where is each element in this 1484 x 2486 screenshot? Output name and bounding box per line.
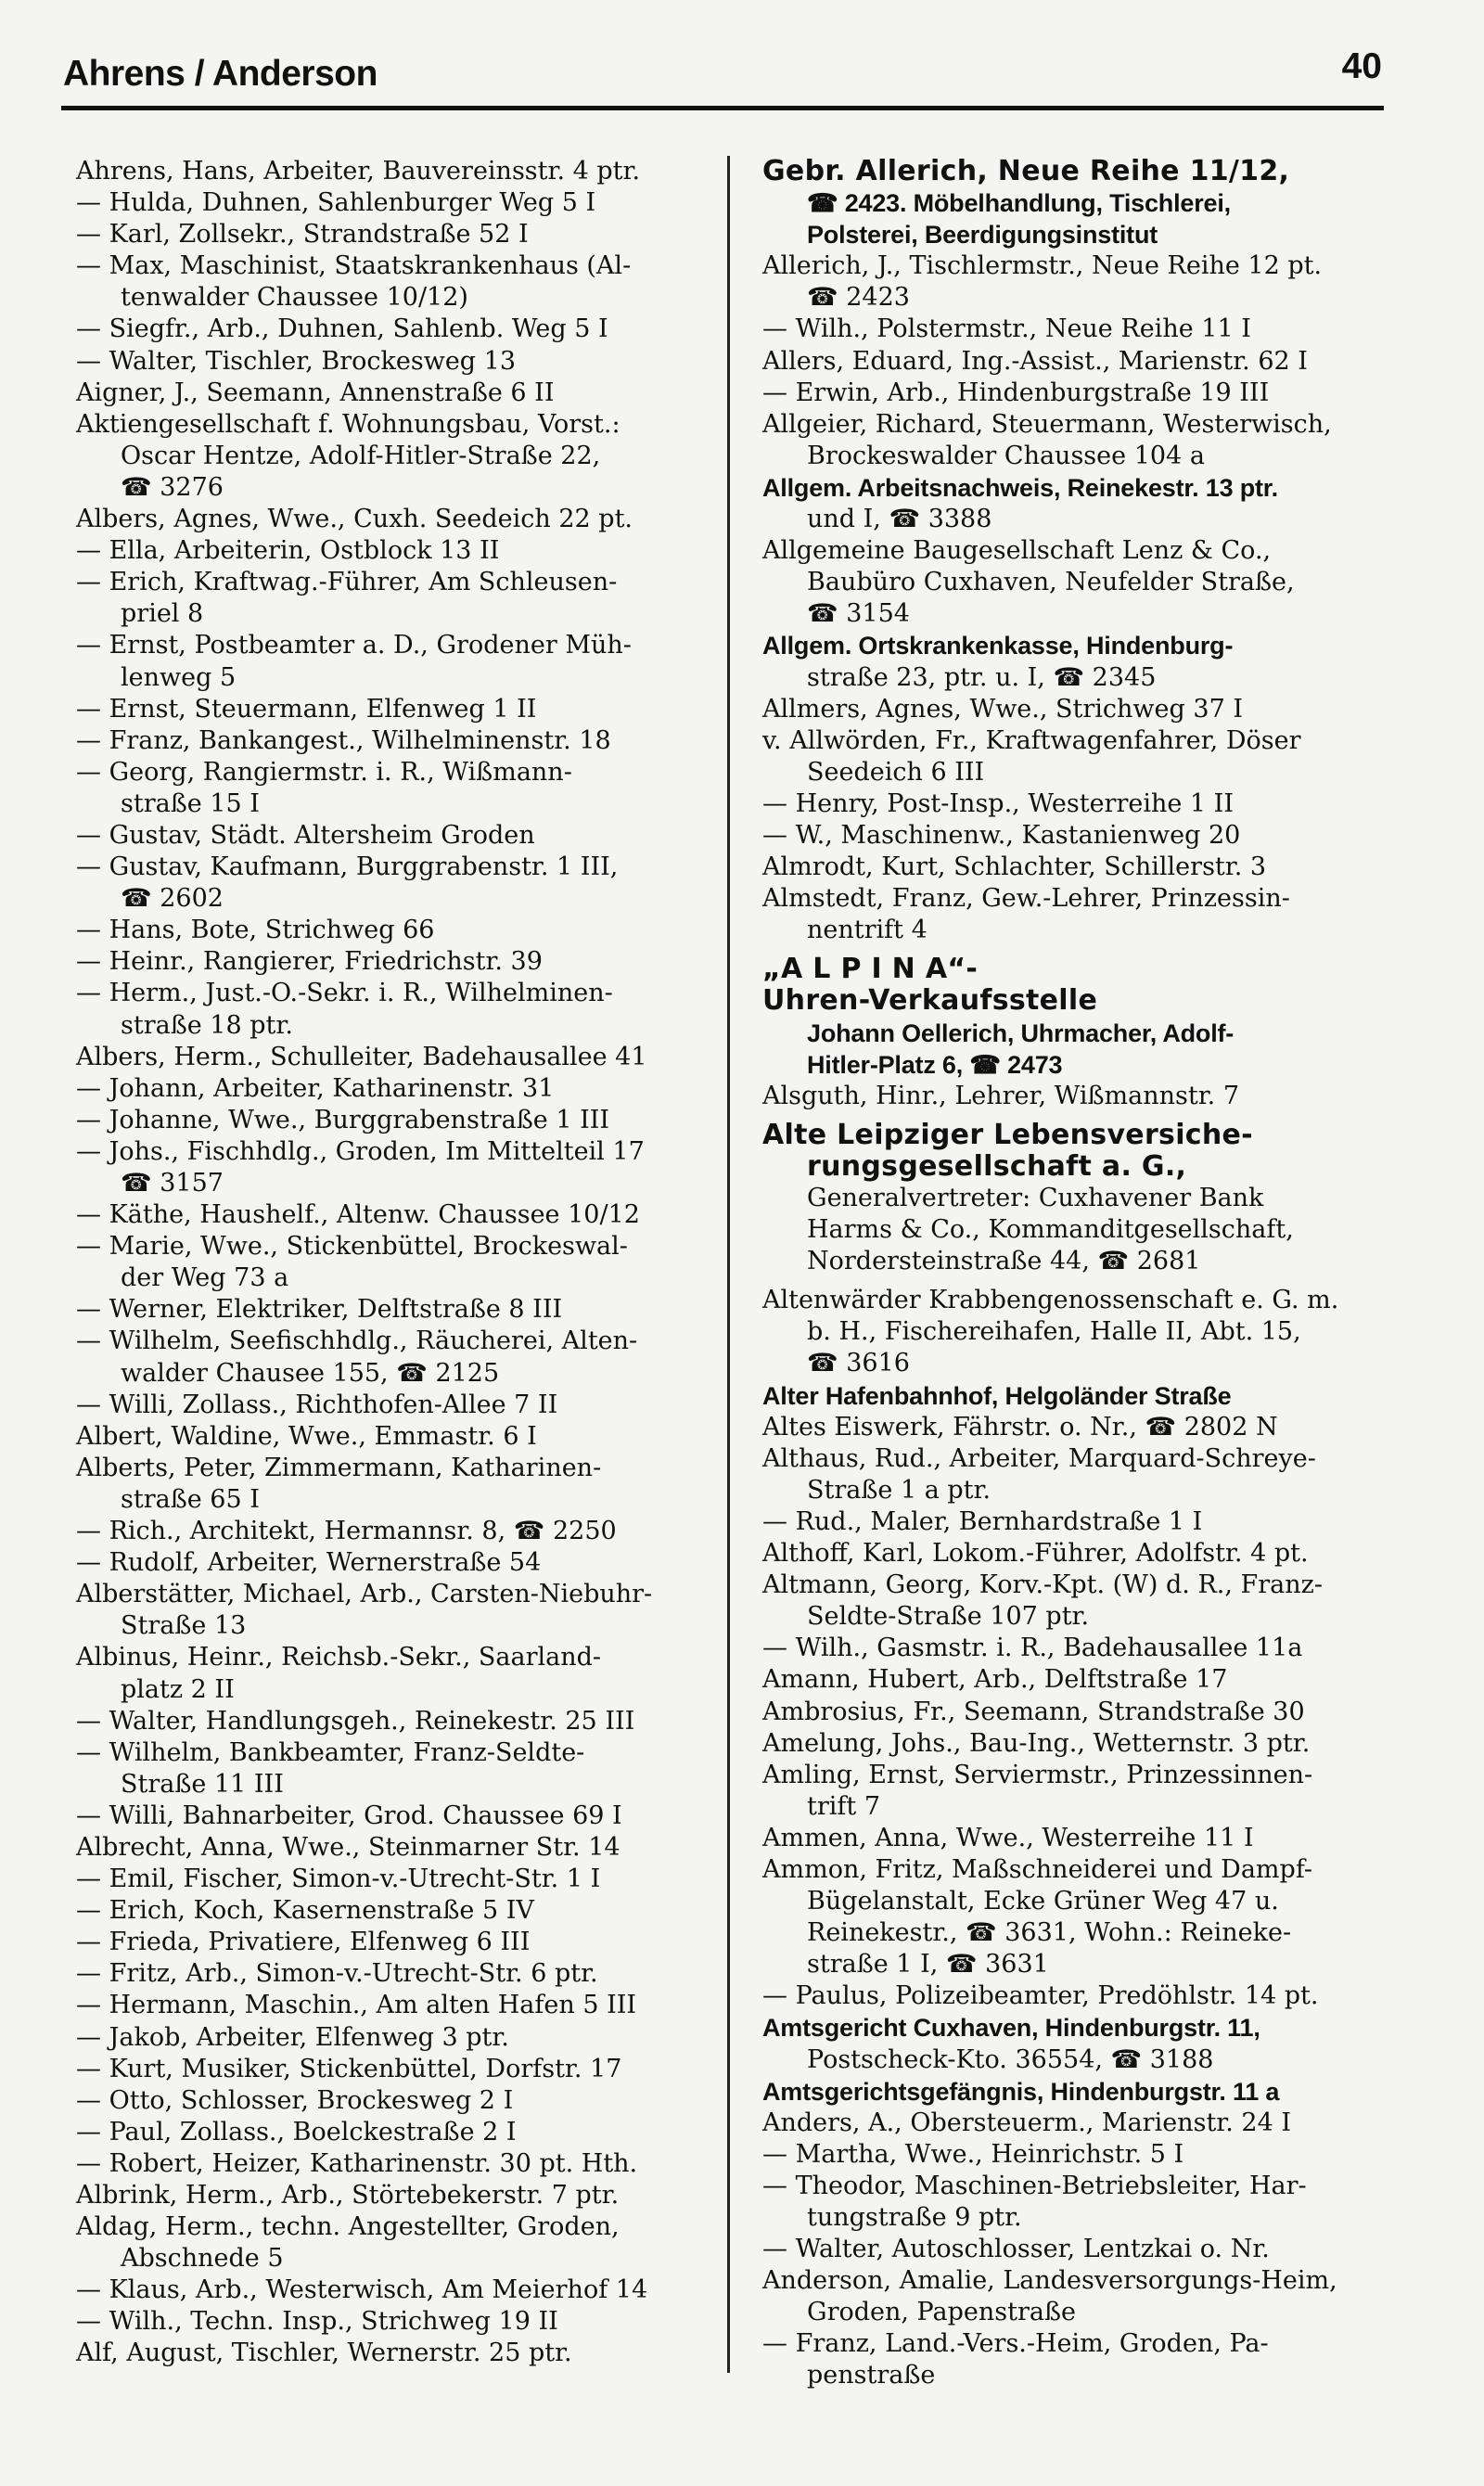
directory-entry-line: Postscheck-Kto. 36554, ☎ 3188 (807, 2044, 1214, 2074)
directory-entry-line: ☎ 3616 (807, 1349, 910, 1378)
directory-entry-line: Allers, Eduard, Ing.-Assist., Marienstr. 62 I (762, 346, 1308, 376)
directory-entry-line: — Erich, Kraftwag.-Führer, Am Schleusen- (76, 568, 618, 597)
directory-entry-line: Allgem. Arbeitsnachweis, Reinekestr. 13 ptr. (762, 473, 1278, 502)
directory-entry-line: Allerich, J., Tischlermstr., Neue Reihe 12 pt. (762, 251, 1323, 281)
directory-entry-line: Uhren-Verkaufsstelle (762, 984, 1098, 1018)
directory-entry-line: — Käthe, Haushelf., Altenw. Chaussee 10/12 (76, 1200, 640, 1230)
directory-entry-line: b. H., Fischereihafen, Halle II, Abt. 15, (807, 1317, 1301, 1347)
directory-entry-line: straße 15 I (121, 788, 260, 818)
directory-entry-line: Groden, Papenstraße (807, 2298, 1076, 2327)
directory-entry-line: ☎ 2423 (807, 283, 910, 313)
directory-entry-line: Albrink, Herm., Arb., Störtebekerstr. 7 ptr. (76, 2181, 620, 2210)
directory-entry-line: Aigner, J., Seemann, Annenstraße 6 II (76, 378, 555, 407)
directory-entry-line: Gebr. Allerich, Neue Reihe 11/12, (762, 155, 1290, 187)
directory-entry-line: Alberstätter, Michael, Arb., Carsten-Niebuhr- (76, 1580, 653, 1609)
directory-entry-line: Oscar Hentze, Adolf-Hitler-Straße 22, (121, 441, 601, 470)
directory-entry-line: Harms & Co., Kommanditgesellschaft, (807, 1215, 1294, 1245)
directory-entry-line: v. Allwörden, Fr., Kraftwagenfahrer, Döser (762, 725, 1301, 755)
directory-entry-line: — Marie, Wwe., Stickenbüttel, Brockeswal- (76, 1232, 628, 1262)
directory-entry-line: tenwalder Chaussee 10/12) (121, 283, 468, 313)
directory-entry-line: Aktiengesellschaft f. Wohnungsbau, Vorst.: (76, 409, 620, 439)
directory-entry-line: Anders, A., Obersteuerm., Marienstr. 24 I (762, 2108, 1292, 2137)
directory-entry-line: Allmers, Agnes, Wwe., Strichweg 37 I (762, 694, 1243, 724)
directory-entry-line: Altenwärder Krabbengenossenschaft e. G. m. (762, 1286, 1339, 1315)
directory-entry-line: Straße 11 III (121, 1769, 284, 1799)
directory-entry-line: penstraße (807, 2361, 936, 2390)
directory-entry-line: Altes Eiswerk, Fährstr. o. Nr., ☎ 2802 N (762, 1412, 1278, 1442)
directory-entry-line: — Fritz, Arb., Simon-v.-Utrecht-Str. 6 ptr. (76, 1959, 598, 1989)
directory-entry-line: Alf, August, Tischler, Wernerstr. 25 ptr. (76, 2339, 572, 2368)
directory-entry-line: ☎ 2423. Möbelhandlung, Tischlerei, (807, 189, 1231, 218)
directory-entry-line: — Ella, Arbeiterin, Ostblock 13 II (76, 536, 500, 566)
directory-entry-line: — Wilhelm, Seefischhdlg., Räucherei, Alten- (76, 1326, 638, 1356)
directory-entry-line: — Frieda, Privatiere, Elfenweg 6 III (76, 1928, 531, 1957)
directory-entry-line: Generalvertreter: Cuxhavener Bank (807, 1184, 1264, 1212)
directory-entry-line: ☎ 3154 (807, 599, 910, 629)
directory-entry-line: — Johann, Arbeiter, Katharinenstr. 31 (76, 1073, 555, 1103)
directory-entry-line: Amtsgericht Cuxhaven, Hindenburgstr. 11, (762, 2014, 1260, 2043)
directory-entry-line: straße 23, ptr. u. I, ☎ 2345 (807, 662, 1157, 692)
directory-entry-line: Albinus, Heinr., Reichsb.-Sekr., Saarland- (76, 1643, 602, 1672)
directory-entry-line: Alter Hafenbahnhof, Helgoländer Straße (762, 1381, 1232, 1410)
directory-entry-line: Almstedt, Franz, Gew.-Lehrer, Prinzessin- (762, 884, 1290, 914)
directory-entry-line: — Rud., Maler, Bernhardstraße 1 I (762, 1506, 1203, 1536)
directory-entry-line: rungsgesellschaft a. G., (807, 1149, 1187, 1183)
directory-entry-line: — Franz, Bankangest., Wilhelminenstr. 18 (76, 725, 611, 755)
directory-entry-line: — Franz, Land.-Vers.-Heim, Groden, Pa- (762, 2329, 1269, 2359)
directory-entry-line: — Wilhelm, Bankbeamter, Franz-Seldte- (76, 1737, 585, 1767)
directory-entry-line: — Hulda, Duhnen, Sahlenburger Weg 5 I (76, 188, 596, 218)
directory-entry-line: — Henry, Post-Insp., Westerreihe 1 II (762, 788, 1235, 818)
directory-entry-line: — Kurt, Musiker, Stickenbüttel, Dorfstr. 17 (76, 2054, 622, 2083)
column-divider (727, 156, 730, 2373)
directory-entry-line: Johann Oellerich, Uhrmacher, Adolf- (807, 1019, 1235, 1047)
directory-entry-line: Ambrosius, Fr., Seemann, Strandstraße 30 (762, 1697, 1305, 1726)
directory-entry-line: und I, ☎ 3388 (807, 505, 992, 534)
directory-entry-line: — Gustav, Städt. Altersheim Groden (76, 820, 535, 850)
directory-entry-line: — Ernst, Steuermann, Elfenweg 1 II (76, 694, 537, 724)
directory-entry-line: priel 8 (121, 599, 204, 629)
directory-entry-line: Albers, Agnes, Wwe., Cuxh. Seedeich 22 pt. (76, 505, 633, 534)
directory-entry-line: Allgemeine Baugesellschaft Lenz & Co., (762, 536, 1272, 566)
directory-entry-line: — Hermann, Maschin., Am alten Hafen 5 III (76, 1991, 637, 2020)
directory-entry-line: Anderson, Amalie, Landesversorgungs-Heim, (762, 2266, 1337, 2296)
directory-entry-line: — Rich., Architekt, Hermannsr. 8, ☎ 2250 (76, 1517, 617, 1546)
directory-entry-line: ☎ 3276 (121, 472, 224, 502)
directory-entry-line: — Paulus, Polizeibeamter, Predöhlstr. 14 pt. (762, 1981, 1319, 2011)
directory-entry-line: Albrecht, Anna, Wwe., Steinmarner Str. 14 (76, 1832, 620, 1862)
directory-entry-line: ☎ 3157 (121, 1169, 224, 1198)
directory-entry-line: Baubüro Cuxhaven, Neufelder Straße, (807, 568, 1295, 597)
directory-entry-line: — Martha, Wwe., Heinrichstr. 5 I (762, 2139, 1184, 2169)
directory-entry-line: Ammen, Anna, Wwe., Westerreihe 11 I (762, 1823, 1254, 1852)
directory-entry-line: Brockeswalder Chaussee 104 a (807, 441, 1205, 470)
directory-entry-line: — Otto, Schlosser, Brockesweg 2 I (76, 2085, 514, 2115)
page-number: 40 (1341, 46, 1382, 86)
directory-entry-line: platz 2 II (121, 1674, 235, 1704)
directory-entry-line: Seldte-Straße 107 ptr. (807, 1602, 1090, 1632)
directory-entry-line: — Siegfr., Arb., Duhnen, Sahlenb. Weg 5 I (76, 314, 608, 344)
directory-entry-line: straße 18 ptr. (121, 1010, 293, 1040)
directory-entry-line: Hitler-Platz 6, ☎ 2473 (807, 1050, 1063, 1079)
directory-entry-line: — Rudolf, Arbeiter, Wernerstraße 54 (76, 1548, 542, 1578)
directory-entry-line: — Klaus, Arb., Westerwisch, Am Meierhof 14 (76, 2275, 648, 2305)
directory-entry-line: Amann, Hubert, Arb., Delftstraße 17 (762, 1665, 1228, 1695)
directory-entry-line: Reinekestr., ☎ 3631, Wohn.: Reineke- (807, 1918, 1292, 1948)
directory-entry-line: Seedeich 6 III (807, 757, 985, 787)
directory-entry-line: — Walter, Tischler, Brockesweg 13 (76, 346, 517, 376)
directory-entry-line: — Emil, Fischer, Simon-v.-Utrecht-Str. 1 I (76, 1864, 601, 1894)
left-column (76, 156, 716, 2370)
directory-entry-line: Althoff, Karl, Lokom.-Führer, Adolfstr. 4 pt. (762, 1539, 1309, 1569)
directory-entry-line: Allgem. Ortskrankenkasse, Hindenburg- (762, 632, 1234, 660)
running-header-title: Ahrens / Anderson (63, 54, 377, 94)
directory-entry-line: — W., Maschinenw., Kastanienweg 20 (762, 820, 1241, 850)
directory-entry-line: tungstraße 9 ptr. (807, 2203, 1022, 2232)
directory-entry-line: — Johanne, Wwe., Burggrabenstraße 1 III (76, 1105, 610, 1134)
directory-entry-line: — Wilh., Gasmstr. i. R., Badehausallee 11a (762, 1634, 1303, 1663)
header-rule (61, 106, 1384, 110)
directory-entry-line: straße 1 I, ☎ 3631 (807, 1950, 1049, 1980)
directory-entry-line: — Ernst, Postbeamter a. D., Grodener Müh- (76, 631, 632, 660)
directory-entry-line: — Walter, Handlungsgeh., Reinekestr. 25 III (76, 1706, 635, 1736)
directory-entry-line: der Weg 73 a (121, 1263, 289, 1293)
directory-entry-line: Nordersteinstraße 44, ☎ 2681 (807, 1247, 1201, 1276)
directory-entry-line: Alsguth, Hinr., Lehrer, Wißmannstr. 7 (762, 1081, 1240, 1110)
directory-entry-line: — Wilh., Polstermstr., Neue Reihe 11 I (762, 314, 1251, 344)
directory-entry-line: Ahrens, Hans, Arbeiter, Bauvereinsstr. 4 ptr. (76, 157, 641, 186)
directory-entry-line: „A L P I N A“- (762, 953, 979, 986)
directory-entry-line: Aldag, Herm., techn. Angestellter, Groden, (76, 2212, 620, 2242)
directory-entry-line: — Robert, Heizer, Katharinenstr. 30 pt. Hth. (76, 2148, 638, 2178)
directory-entry-line: ☎ 2602 (121, 884, 224, 914)
directory-entry-line: — Georg, Rangiermstr. i. R., Wißmann- (76, 757, 572, 787)
directory-entry-line: Albers, Herm., Schulleiter, Badehausallee 41 (76, 1042, 647, 1071)
directory-entry-line: Bügelanstalt, Ecke Grüner Weg 47 u. (807, 1887, 1279, 1916)
directory-entry-line: Amtsgerichtsgefängnis, Hindenburgstr. 11 a (762, 2077, 1280, 2106)
directory-entry-line: — Erich, Koch, Kasernenstraße 5 IV (76, 1896, 534, 1926)
directory-entry-line: walder Chausee 155, ☎ 2125 (121, 1358, 500, 1388)
directory-entry-line: Albert, Waldine, Wwe., Emmastr. 6 I (76, 1421, 537, 1451)
directory-entry-line: — Paul, Zollass., Boelckestraße 2 I (76, 2117, 517, 2146)
directory-entry-line: Polsterei, Beerdigungsinstitut (807, 221, 1158, 250)
directory-entry-line: — Hans, Bote, Strichweg 66 (76, 916, 435, 945)
directory-entry-line: Amling, Ernst, Serviermstr., Prinzessinnen- (762, 1760, 1313, 1789)
directory-entry-line: Althaus, Rud., Arbeiter, Marquard-Schreye- (762, 1443, 1316, 1473)
directory-entry-line: Straße 1 a ptr. (807, 1475, 991, 1505)
entry-gap (762, 1277, 1402, 1285)
directory-entry-line: — Gustav, Kaufmann, Burggrabenstr. 1 III, (76, 852, 619, 882)
directory-entry-line: Allgeier, Richard, Steuermann, Westerwisch, (762, 409, 1332, 439)
directory-entry-line: Almrodt, Kurt, Schlachter, Schillerstr. 3 (762, 852, 1267, 882)
directory-entry-line: — Theodor, Maschinen-Betriebsleiter, Har- (762, 2171, 1307, 2200)
directory-entry-line: nentrift 4 (807, 916, 928, 945)
directory-entry-line: Straße 13 (121, 1611, 247, 1641)
directory-entry-line: — Max, Maschinist, Staatskrankenhaus (Al- (76, 251, 632, 281)
directory-entry-line: lenweg 5 (121, 662, 237, 692)
directory-entry-line: Amelung, Johs., Bau-Ing., Wetternstr. 3 ptr. (762, 1728, 1311, 1758)
directory-entry-line: — Heinr., Rangierer, Friedrichstr. 39 (76, 947, 543, 977)
directory-entry-line: Altmann, Georg, Korv.-Kpt. (W) d. R., Franz- (762, 1570, 1324, 1600)
directory-entry-line: — Werner, Elektriker, Delftstraße 8 III (76, 1295, 563, 1325)
right-column (762, 156, 1402, 2392)
directory-entry-line: — Karl, Zollsekr., Strandstraße 52 I (76, 220, 529, 250)
directory-entry-line: trift 7 (807, 1791, 880, 1821)
directory-entry-line: — Erwin, Arb., Hindenburgstraße 19 III (762, 378, 1270, 407)
directory-entry-line: Abschnede 5 (121, 2244, 284, 2274)
directory-entry-line: — Wilh., Techn. Insp., Strichweg 19 II (76, 2307, 558, 2337)
directory-entry-line: straße 65 I (121, 1484, 260, 1514)
directory-entry-line: Ammon, Fritz, Maßschneiderei und Dampf- (762, 1854, 1312, 1884)
directory-entry-line: — Herm., Just.-O.-Sekr. i. R., Wilhelminen- (76, 979, 613, 1008)
directory-entry-line: — Jakob, Arbeiter, Elfenweg 3 ptr. (76, 2022, 509, 2052)
directory-entry-line: Alte Leipziger Lebensversiche- (762, 1118, 1253, 1151)
directory-entry-line: — Willi, Bahnarbeiter, Grod. Chaussee 69 I (76, 1800, 622, 1830)
directory-entry-line: Alberts, Peter, Zimmermann, Katharinen- (76, 1453, 602, 1482)
directory-entry-line: — Willi, Zollass., Richthofen-Allee 7 II (76, 1390, 558, 1419)
directory-entry-line: — Johs., Fischhdlg., Groden, Im Mittelteil 17 (76, 1136, 645, 1166)
directory-entry-line: — Walter, Autoschlosser, Lentzkai o. Nr. (762, 2235, 1270, 2264)
